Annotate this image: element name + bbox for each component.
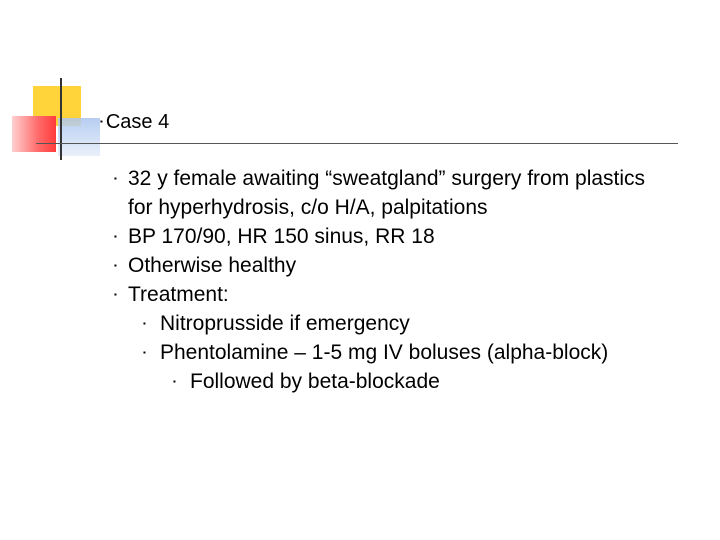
bullet-icon: ▪ xyxy=(143,319,146,328)
bullet-icon: ▪ xyxy=(143,348,146,357)
slide-title-text: Case 4 xyxy=(105,111,170,133)
bullet-icon: ▪ xyxy=(114,232,117,241)
list-item-text: BP 170/90, HR 150 sinus, RR 18 xyxy=(128,225,435,248)
bullet-icon: ▪ xyxy=(100,117,103,126)
list-item xyxy=(0,338,720,367)
list-item xyxy=(0,164,648,222)
list-item-text: Nitroprusside if emergency xyxy=(160,312,410,335)
bullet-icon: ▪ xyxy=(114,174,117,183)
list-item xyxy=(0,222,720,251)
list-item xyxy=(0,367,720,396)
list-item-text: Followed by beta-blockade xyxy=(190,370,440,393)
title-underline xyxy=(36,143,678,144)
list-item-text: Treatment: xyxy=(128,283,229,306)
list-item xyxy=(0,309,720,338)
list-item xyxy=(0,251,720,280)
list-item-text: Phentolamine – 1-5 mg IV boluses (alpha-block) xyxy=(160,341,609,364)
ornament-red-square xyxy=(12,116,56,152)
list-item-text: Otherwise healthy xyxy=(128,254,297,277)
bullet-list xyxy=(0,164,720,396)
title-ornament xyxy=(0,0,720,170)
ornament-vertical-line xyxy=(60,78,62,160)
slide-title xyxy=(100,110,169,134)
list-item-text: 32 y female awaiting “sweatgland” surgery from plastics for hyperhydrosis, c/o H/A, palpitations xyxy=(128,167,646,219)
bullet-icon: ▪ xyxy=(114,290,117,299)
bullet-icon: ▪ xyxy=(173,377,176,386)
list-item xyxy=(0,280,720,309)
bullet-icon: ▪ xyxy=(114,261,117,270)
ornament-blue-square xyxy=(58,118,100,156)
